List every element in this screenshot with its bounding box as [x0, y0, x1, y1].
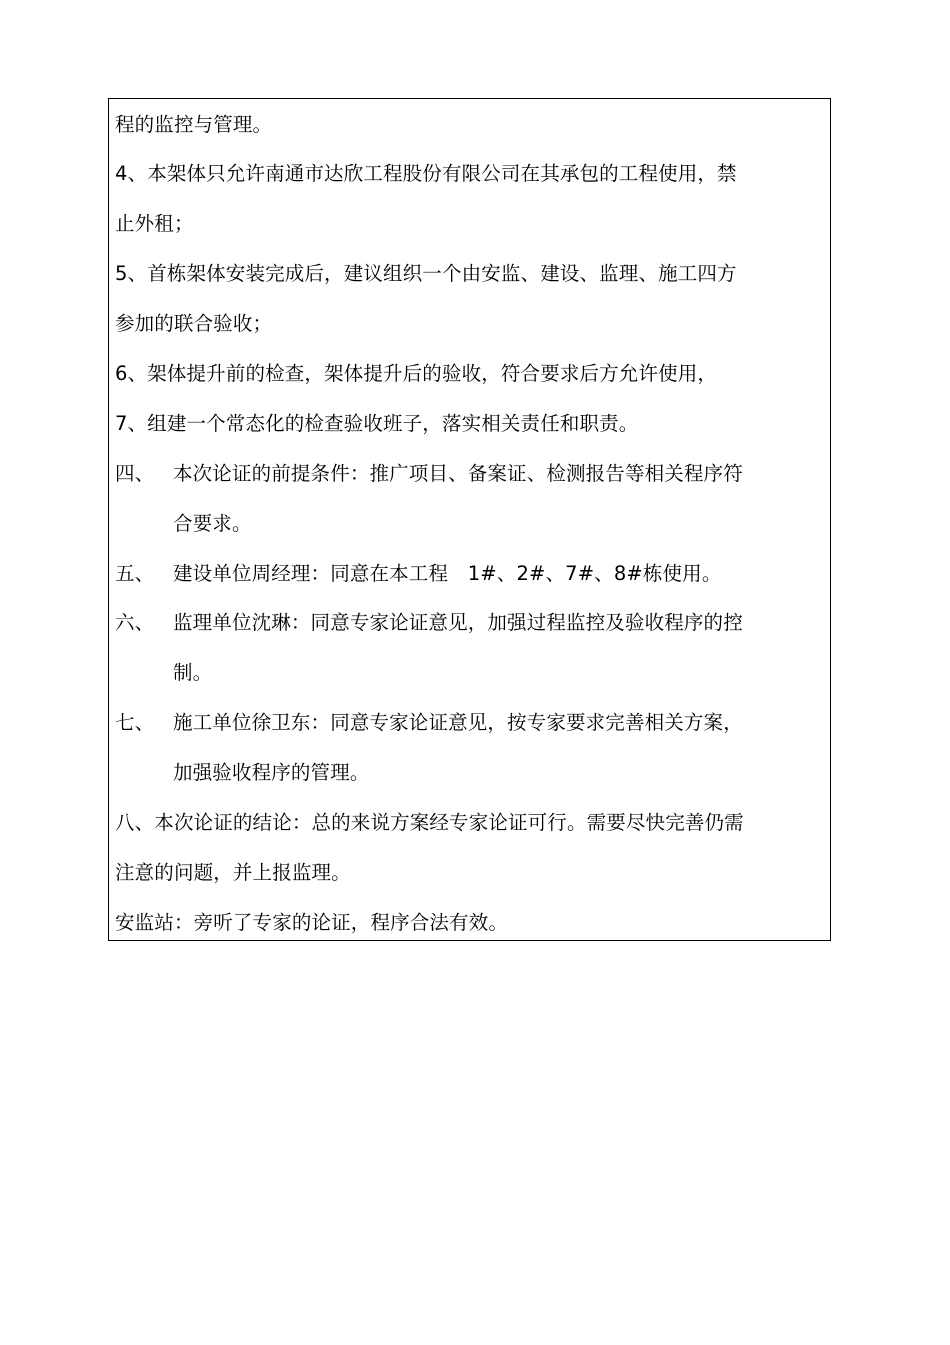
conclusion-line: 注意的问题，并上报监理。 — [115, 861, 351, 884]
item-continuation: 加强验收程序的管理。 — [173, 761, 370, 784]
text-line: 5、首栋架体安装完成后，建议组织一个由安监、建设、监理、施工四方 — [115, 262, 737, 285]
item-text: 建设单位周经理：同意在本工程 1#、2#、7#、8#栋使用。 — [173, 562, 722, 585]
item-text: 本次论证的前提条件：推广项目、备案证、检测报告等相关程序符 — [173, 462, 743, 485]
text-line: 参加的联合验收； — [115, 312, 273, 335]
item-number: 六、 — [115, 611, 155, 634]
station-line: 安监站：旁听了专家的论证，程序合法有效。 — [115, 911, 509, 934]
text-line: 止外租； — [115, 212, 194, 235]
numbered-item — [115, 462, 743, 486]
item-continuation: 制。 — [173, 661, 213, 684]
numbered-item — [115, 562, 721, 586]
text-line: 4、本架体只允许南通市达欣工程股份有限公司在其承包的工程使用，禁 — [115, 162, 737, 185]
item-text: 施工单位徐卫东：同意专家论证意见，按专家要求完善相关方案， — [173, 711, 743, 734]
item-continuation: 合要求。 — [173, 512, 252, 535]
item-text: 监理单位沈琳：同意专家论证意见，加强过程监控及验收程序的控 — [173, 611, 743, 634]
text-line: 程的监控与管理。 — [115, 113, 273, 136]
item-number: 七、 — [115, 711, 155, 734]
text-line: 7、组建一个常态化的检查验收班子，落实相关责任和职责。 — [115, 412, 639, 435]
conclusion-line: 八、本次论证的结论：总的来说方案经专家论证可行。需要尽快完善仍需 — [115, 811, 744, 834]
item-number: 四、 — [115, 462, 155, 485]
numbered-item — [115, 611, 743, 635]
document-table-cell — [108, 98, 831, 941]
text-line: 6、架体提升前的检查，架体提升后的验收，符合要求后方允许使用， — [115, 362, 718, 385]
numbered-item — [115, 711, 743, 735]
item-number: 五、 — [115, 562, 155, 585]
